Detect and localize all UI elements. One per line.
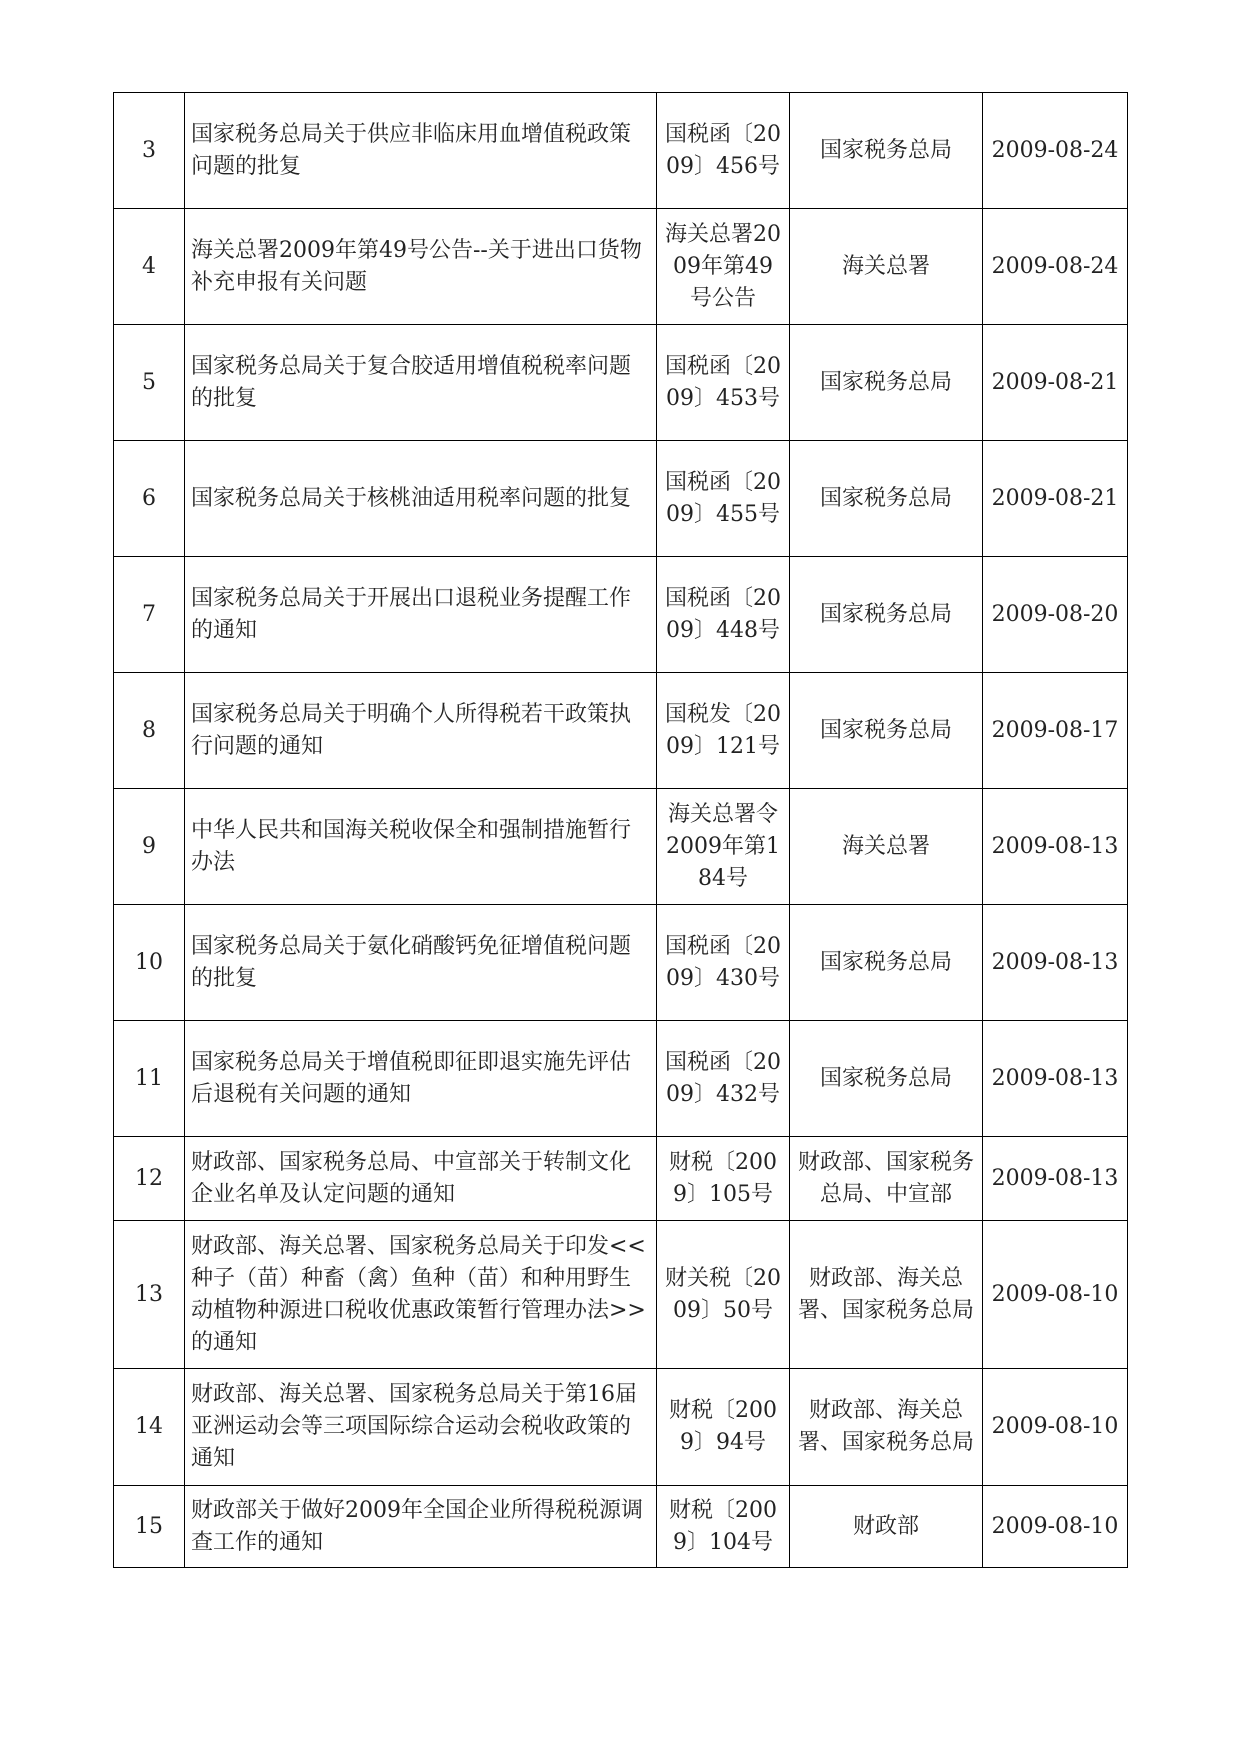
row-number: 15 — [114, 1486, 185, 1568]
row-number: 8 — [114, 673, 185, 789]
row-number: 9 — [114, 789, 185, 905]
row-number: 13 — [114, 1221, 185, 1369]
issue-date: 2009-08-21 — [983, 325, 1128, 441]
issue-date: 2009-08-13 — [983, 1021, 1128, 1137]
document-title: 国家税务总局关于开展出口退税业务提醒工作的通知 — [185, 557, 657, 673]
table-row — [114, 905, 1128, 1021]
issuing-agency: 财政部、海关总署、国家税务总局 — [790, 1221, 983, 1369]
table-row — [114, 93, 1128, 209]
document-number: 海关总署2009年第49号公告 — [657, 209, 790, 325]
document-number: 国税函〔2009〕448号 — [657, 557, 790, 673]
table-row — [114, 1369, 1128, 1486]
row-number: 11 — [114, 1021, 185, 1137]
issuing-agency: 海关总署 — [790, 789, 983, 905]
table-row — [114, 1021, 1128, 1137]
row-number: 7 — [114, 557, 185, 673]
issuing-agency: 国家税务总局 — [790, 93, 983, 209]
issue-date: 2009-08-17 — [983, 673, 1128, 789]
row-number: 3 — [114, 93, 185, 209]
table-row — [114, 325, 1128, 441]
document-title: 中华人民共和国海关税收保全和强制措施暂行办法 — [185, 789, 657, 905]
table-row — [114, 789, 1128, 905]
issuing-agency: 国家税务总局 — [790, 673, 983, 789]
table-row — [114, 209, 1128, 325]
issuing-agency: 国家税务总局 — [790, 1021, 983, 1137]
document-number: 国税函〔2009〕430号 — [657, 905, 790, 1021]
row-number: 10 — [114, 905, 185, 1021]
row-number: 4 — [114, 209, 185, 325]
issue-date: 2009-08-13 — [983, 789, 1128, 905]
row-number: 12 — [114, 1137, 185, 1221]
document-title: 财政部、国家税务总局、中宣部关于转制文化企业名单及认定问题的通知 — [185, 1137, 657, 1221]
document-number: 财税〔2009〕105号 — [657, 1137, 790, 1221]
issuing-agency: 海关总署 — [790, 209, 983, 325]
document-title: 国家税务总局关于供应非临床用血增值税政策问题的批复 — [185, 93, 657, 209]
table-row — [114, 1137, 1128, 1221]
document-number: 国税发〔2009〕121号 — [657, 673, 790, 789]
document-number: 国税函〔2009〕455号 — [657, 441, 790, 557]
document-number: 国税函〔2009〕456号 — [657, 93, 790, 209]
issue-date: 2009-08-13 — [983, 1137, 1128, 1221]
document-title: 国家税务总局关于复合胶适用增值税税率问题的批复 — [185, 325, 657, 441]
document-number: 国税函〔2009〕432号 — [657, 1021, 790, 1137]
table-row — [114, 1221, 1128, 1369]
issuing-agency: 国家税务总局 — [790, 557, 983, 673]
document-number: 财税〔2009〕94号 — [657, 1369, 790, 1486]
row-number: 14 — [114, 1369, 185, 1486]
document-number: 财税〔2009〕104号 — [657, 1486, 790, 1568]
issue-date: 2009-08-24 — [983, 93, 1128, 209]
table-row — [114, 673, 1128, 789]
row-number: 6 — [114, 441, 185, 557]
issue-date: 2009-08-10 — [983, 1221, 1128, 1369]
regulations-table — [113, 92, 1128, 1568]
document-title: 海关总署2009年第49号公告--关于进出口货物补充申报有关问题 — [185, 209, 657, 325]
document-title: 财政部、海关总署、国家税务总局关于第16届亚洲运动会等三项国际综合运动会税收政策的通知 — [185, 1369, 657, 1486]
table-row — [114, 557, 1128, 673]
table-row — [114, 1486, 1128, 1568]
table-row — [114, 441, 1128, 557]
document-number: 国税函〔2009〕453号 — [657, 325, 790, 441]
issue-date: 2009-08-21 — [983, 441, 1128, 557]
issuing-agency: 国家税务总局 — [790, 441, 983, 557]
issuing-agency: 财政部、海关总署、国家税务总局 — [790, 1369, 983, 1486]
issue-date: 2009-08-24 — [983, 209, 1128, 325]
row-number: 5 — [114, 325, 185, 441]
document-title: 国家税务总局关于氨化硝酸钙免征增值税问题的批复 — [185, 905, 657, 1021]
document-number: 海关总署令2009年第184号 — [657, 789, 790, 905]
document-title: 国家税务总局关于增值税即征即退实施先评估后退税有关问题的通知 — [185, 1021, 657, 1137]
document-title: 国家税务总局关于明确个人所得税若干政策执行问题的通知 — [185, 673, 657, 789]
issue-date: 2009-08-13 — [983, 905, 1128, 1021]
issue-date: 2009-08-20 — [983, 557, 1128, 673]
issuing-agency: 财政部 — [790, 1486, 983, 1568]
issuing-agency: 国家税务总局 — [790, 905, 983, 1021]
issue-date: 2009-08-10 — [983, 1369, 1128, 1486]
document-title: 财政部、海关总署、国家税务总局关于印发<<种子（苗）种畜（禽）鱼种（苗）和种用野生动植物种源进口税收优惠政策暂行管理办法>>的通知 — [185, 1221, 657, 1369]
document-title: 国家税务总局关于核桃油适用税率问题的批复 — [185, 441, 657, 557]
document-title: 财政部关于做好2009年全国企业所得税税源调查工作的通知 — [185, 1486, 657, 1568]
document-number: 财关税〔2009〕50号 — [657, 1221, 790, 1369]
issue-date: 2009-08-10 — [983, 1486, 1128, 1568]
issuing-agency: 财政部、国家税务总局、中宣部 — [790, 1137, 983, 1221]
issuing-agency: 国家税务总局 — [790, 325, 983, 441]
